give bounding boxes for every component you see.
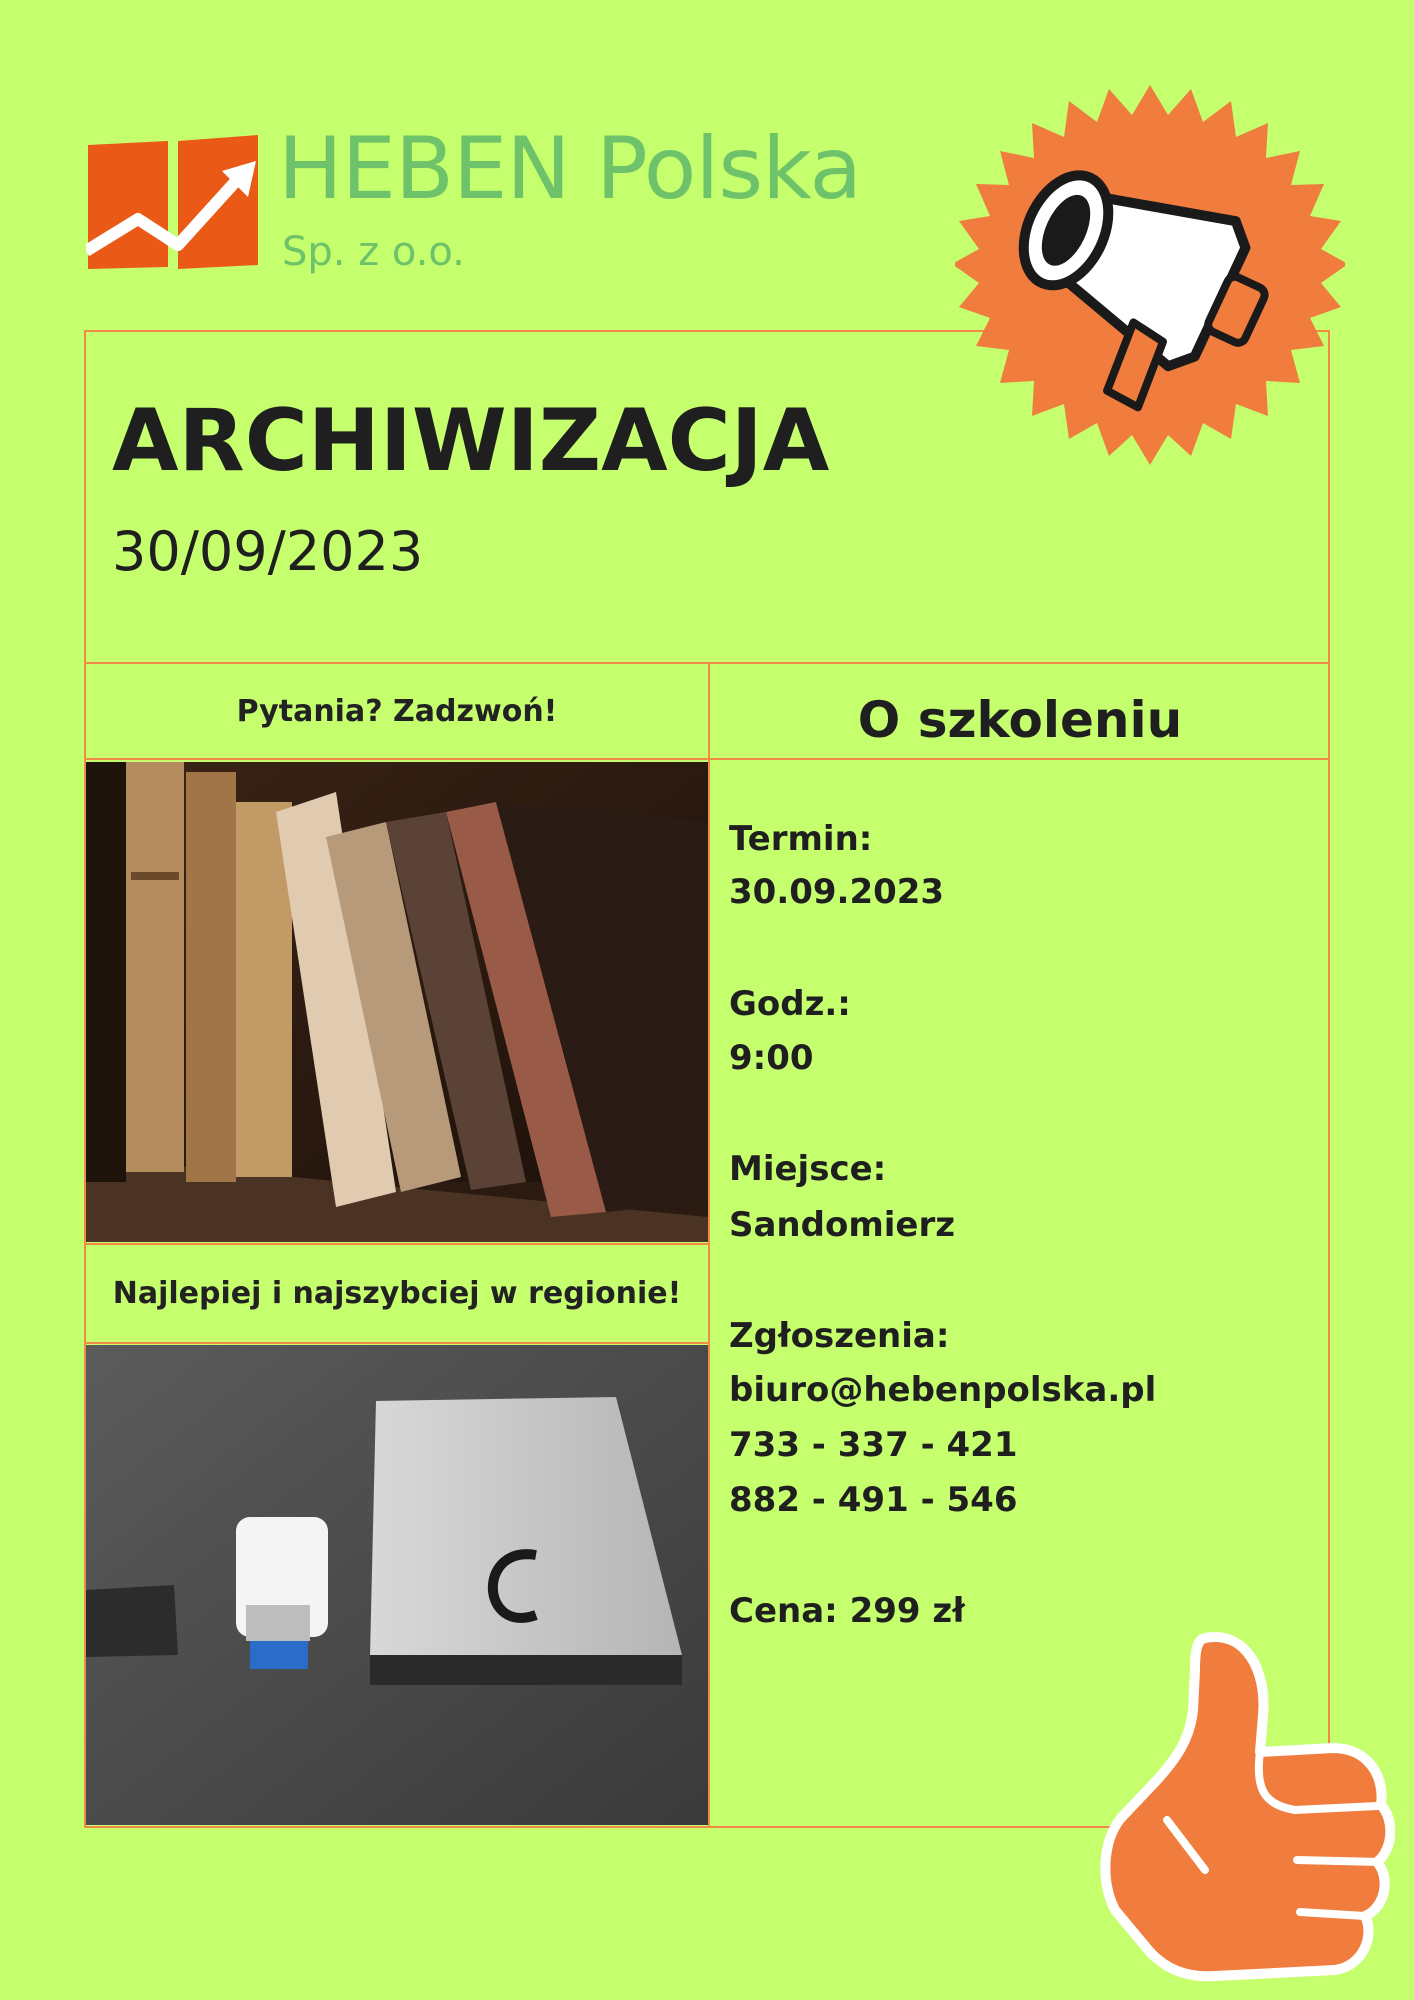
zgloszenia-label: Zgłoszenia: bbox=[729, 1316, 950, 1356]
event-date: 30/09/2023 bbox=[112, 520, 424, 583]
logo-company-suffix: Sp. z o.o. bbox=[282, 229, 465, 275]
contact-email[interactable]: biuro@hebenpolska.pl bbox=[729, 1370, 1157, 1410]
photo-divider-bottom bbox=[86, 1342, 708, 1344]
logo-company-name: HEBEN Polska bbox=[278, 119, 862, 219]
miejsce-label: Miejsce: bbox=[729, 1149, 887, 1189]
chart-logo-icon bbox=[86, 133, 266, 275]
contact-phone-2[interactable]: 882 - 491 - 546 bbox=[729, 1480, 1018, 1520]
storage-devices-photo bbox=[86, 1345, 708, 1825]
price: Cena: 299 zł bbox=[729, 1591, 965, 1631]
frame-right-line bbox=[1328, 330, 1330, 1828]
old-books-photo bbox=[86, 762, 708, 1242]
column-divider bbox=[708, 662, 710, 1828]
thumbs-up-icon bbox=[1095, 1630, 1395, 2000]
megaphone-icon bbox=[955, 80, 1345, 470]
godz-label: Godz.: bbox=[729, 984, 851, 1024]
tagline: Najlepiej i najszybciej w regionie! bbox=[112, 1275, 682, 1311]
questions-heading: Pytania? Zadzwoń! bbox=[236, 693, 558, 729]
miejsce-value: Sandomierz bbox=[729, 1205, 956, 1245]
contact-phone-1[interactable]: 733 - 337 - 421 bbox=[729, 1425, 1018, 1465]
page-title: ARCHIWIZACJA bbox=[112, 391, 830, 491]
godz-value: 9:00 bbox=[729, 1038, 814, 1078]
about-heading: O szkoleniu bbox=[857, 691, 1183, 749]
termin-value: 30.09.2023 bbox=[729, 872, 945, 912]
termin-label: Termin: bbox=[729, 819, 873, 859]
